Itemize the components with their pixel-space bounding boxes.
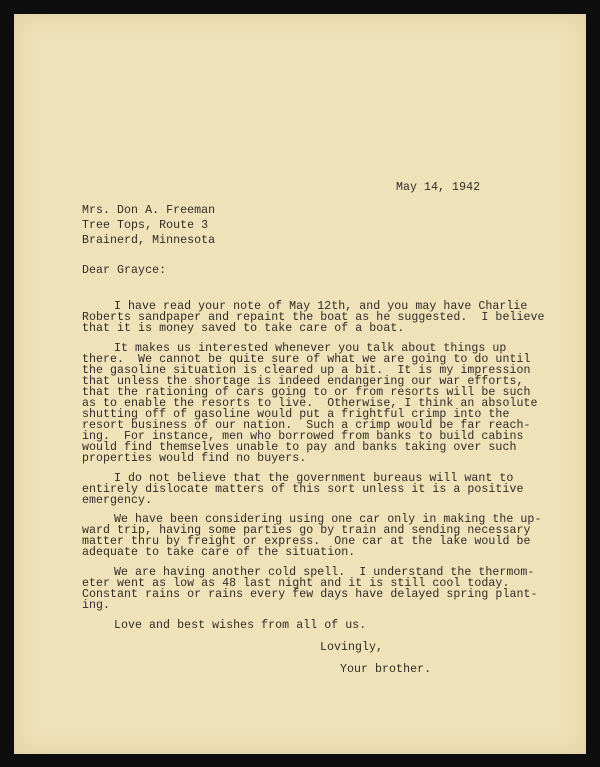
letter-page bbox=[14, 14, 586, 754]
body-line: that unless the shortage is indeed endangering our war efforts, bbox=[82, 375, 524, 388]
body-line: shutting off of gasoline would put a frightful crimp into the bbox=[82, 408, 510, 421]
salutation: Dear Grayce: bbox=[82, 264, 167, 277]
recipient-street: Tree Tops, Route 3 bbox=[82, 219, 209, 232]
body-line: entirely dislocate matters of this sort unless it is a positive bbox=[82, 483, 524, 496]
body-line: I do not believe that the government bureaus will want to bbox=[114, 472, 514, 485]
body-line: resort business of our nation. Such a crimp would be far reach- bbox=[82, 419, 531, 432]
body-line: Love and best wishes from all of us. bbox=[114, 619, 367, 632]
body-line: Roberts sandpaper and repaint the boat as he suggested. I believe bbox=[82, 311, 545, 324]
body-line: ing. bbox=[82, 599, 111, 612]
body-line: as to enable the resorts to live. Otherwise, I think an absolute bbox=[82, 397, 538, 410]
recipient-city: Brainerd, Minnesota bbox=[82, 234, 216, 247]
body-line: emergency. bbox=[82, 494, 153, 507]
body-line: ing. For instance, men who borrowed from banks to build cabins bbox=[82, 430, 524, 443]
body-line: eter went as low as 48 last night and it is still cool today. bbox=[82, 577, 510, 590]
body-line: It makes us interested whenever you talk about things up bbox=[114, 342, 507, 355]
body-line: Constant rains or rains every few days have delayed spring plant- bbox=[82, 588, 538, 601]
body-line: that it is money saved to take care of a boat. bbox=[82, 322, 405, 335]
body-line: would find themselves unable to pay and banks taking over such bbox=[82, 441, 517, 454]
body-line: We are having another cold spell. I understand the thermom- bbox=[114, 566, 535, 579]
body-line: We have been considering using one car only in making the up- bbox=[114, 513, 542, 526]
body-line: matter thru by freight or express. One car at the lake would be bbox=[82, 535, 531, 548]
closing: Lovingly, bbox=[320, 641, 384, 654]
body-line: properties would find no buyers. bbox=[82, 452, 307, 465]
signature: Your brother. bbox=[340, 663, 432, 676]
body-line: adequate to take care of the situation. bbox=[82, 546, 356, 559]
body-line: that the rationing of cars going to or from resorts will be such bbox=[82, 386, 531, 399]
letter-date: May 14, 1942 bbox=[396, 181, 481, 194]
body-line: ward trip, having some parties go by train and sending necessary bbox=[82, 524, 531, 537]
body-line: there. We cannot be quite sure of what we are going to do until bbox=[82, 353, 531, 366]
body-line: I have read your note of May 12th, and you may have Charlie bbox=[114, 300, 528, 313]
recipient-name: Mrs. Don A. Freeman bbox=[82, 204, 216, 217]
body-line: the gasoline situation is cleared up a bit. It is my impression bbox=[82, 364, 531, 377]
